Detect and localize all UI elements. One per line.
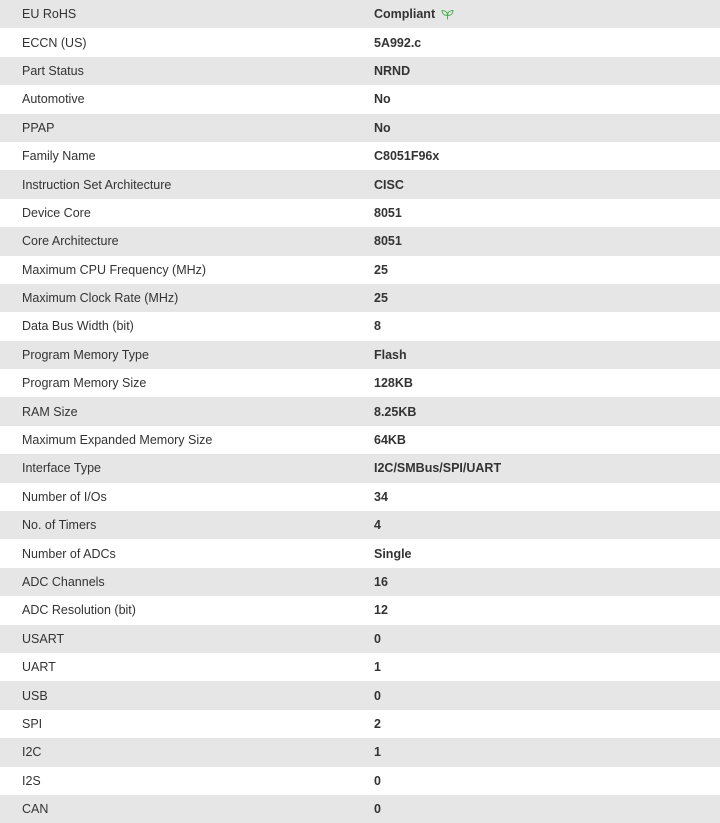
spec-value: 2 bbox=[374, 716, 381, 731]
spec-value: 64KB bbox=[374, 433, 406, 448]
spec-label: USB bbox=[22, 688, 48, 703]
spec-value: Flash bbox=[374, 347, 407, 362]
spec-value: 25 bbox=[374, 291, 388, 306]
spec-value: No bbox=[374, 92, 391, 107]
spec-value: 8.25KB bbox=[374, 404, 417, 419]
spec-label: Device Core bbox=[22, 205, 91, 220]
spec-row-uart bbox=[0, 653, 720, 681]
spec-label: Instruction Set Architecture bbox=[22, 177, 172, 192]
spec-label: CAN bbox=[22, 802, 49, 817]
spec-value: 34 bbox=[374, 489, 388, 504]
spec-row-number-of-adcs bbox=[0, 539, 720, 567]
spec-value: 8051 bbox=[374, 205, 402, 220]
spec-row-max-expanded-memory bbox=[0, 426, 720, 454]
spec-row-i2c bbox=[0, 738, 720, 766]
spec-value: 1 bbox=[374, 745, 381, 760]
leaf-icon bbox=[441, 9, 454, 20]
spec-row-can bbox=[0, 795, 720, 823]
spec-row-data-bus-width bbox=[0, 312, 720, 340]
spec-row-i2s bbox=[0, 767, 720, 795]
spec-row-ppap bbox=[0, 114, 720, 142]
spec-value: Single bbox=[374, 546, 412, 561]
spec-value: 0 bbox=[374, 688, 381, 703]
spec-value: 16 bbox=[374, 575, 388, 589]
spec-row-program-memory-size bbox=[0, 369, 720, 397]
spec-label: Core Architecture bbox=[22, 234, 119, 249]
spec-label: EU RoHS bbox=[22, 7, 77, 22]
spec-value: 0 bbox=[374, 802, 381, 817]
spec-row-isa bbox=[0, 170, 720, 198]
spec-label: ECCN (US) bbox=[22, 35, 87, 50]
spec-label: No. of Timers bbox=[22, 518, 97, 533]
spec-row-spi bbox=[0, 710, 720, 738]
spec-row-number-of-ios bbox=[0, 483, 720, 511]
spec-value: 128KB bbox=[374, 376, 413, 391]
spec-value: NRND bbox=[374, 63, 411, 78]
spec-value: 4 bbox=[374, 518, 381, 533]
spec-label: RAM Size bbox=[22, 404, 78, 419]
spec-value: I2C/SMBus/SPI/UART bbox=[374, 461, 502, 476]
spec-label: PPAP bbox=[22, 120, 55, 135]
spec-row-timers bbox=[0, 511, 720, 539]
spec-value: 25 bbox=[374, 262, 388, 277]
spec-row-adc-channels bbox=[0, 568, 720, 596]
spec-value: 8 bbox=[374, 319, 381, 334]
spec-row-device-core bbox=[0, 199, 720, 227]
spec-value: 5A992.c bbox=[374, 35, 422, 50]
spec-label: Part Status bbox=[22, 63, 84, 78]
spec-row-max-clock-rate bbox=[0, 284, 720, 312]
spec-row-family-name bbox=[0, 142, 720, 170]
spec-row-adc-resolution bbox=[0, 596, 720, 624]
spec-label: I2S bbox=[22, 773, 41, 788]
spec-label: Automotive bbox=[22, 92, 85, 107]
spec-value: 0 bbox=[374, 631, 381, 646]
spec-row-automotive bbox=[0, 85, 720, 113]
spec-value: No bbox=[374, 120, 391, 135]
spec-value: 1 bbox=[374, 660, 381, 675]
spec-row-interface-type bbox=[0, 454, 720, 482]
spec-label: I2C bbox=[22, 745, 42, 760]
spec-value: 0 bbox=[374, 773, 381, 788]
spec-label: Number of ADCs bbox=[22, 546, 116, 561]
spec-row-usb bbox=[0, 681, 720, 709]
spec-row-part-status bbox=[0, 57, 720, 85]
spec-value: 8051 bbox=[374, 234, 402, 249]
spec-label: ADC Channels bbox=[22, 575, 105, 589]
spec-label: Program Memory Size bbox=[22, 376, 147, 391]
spec-label: Maximum Expanded Memory Size bbox=[22, 433, 213, 448]
spec-value: Compliant bbox=[374, 7, 436, 22]
spec-label: SPI bbox=[22, 716, 43, 731]
spec-row-program-memory-type bbox=[0, 341, 720, 369]
spec-row-max-cpu-frequency bbox=[0, 256, 720, 284]
spec-label: Interface Type bbox=[22, 461, 101, 476]
spec-label: Maximum CPU Frequency (MHz) bbox=[22, 262, 207, 277]
spec-label: Data Bus Width (bit) bbox=[22, 319, 134, 334]
spec-value-cell bbox=[374, 0, 720, 28]
spec-label: ADC Resolution (bit) bbox=[22, 603, 136, 618]
spec-label: Family Name bbox=[22, 149, 96, 164]
spec-value: CISC bbox=[374, 177, 404, 192]
spec-row-core-architecture bbox=[0, 227, 720, 255]
spec-label: USART bbox=[22, 631, 65, 646]
spec-label: Maximum Clock Rate (MHz) bbox=[22, 291, 179, 306]
spec-value: 12 bbox=[374, 603, 388, 618]
spec-label: Program Memory Type bbox=[22, 347, 149, 362]
spec-label: Number of I/Os bbox=[22, 489, 107, 504]
spec-row-ram-size bbox=[0, 397, 720, 425]
spec-row-usart bbox=[0, 625, 720, 653]
spec-label: UART bbox=[22, 660, 56, 675]
spec-row-eccn bbox=[0, 28, 720, 56]
spec-value: C8051F96x bbox=[374, 149, 440, 164]
spec-row-eu-rohs bbox=[0, 0, 720, 28]
